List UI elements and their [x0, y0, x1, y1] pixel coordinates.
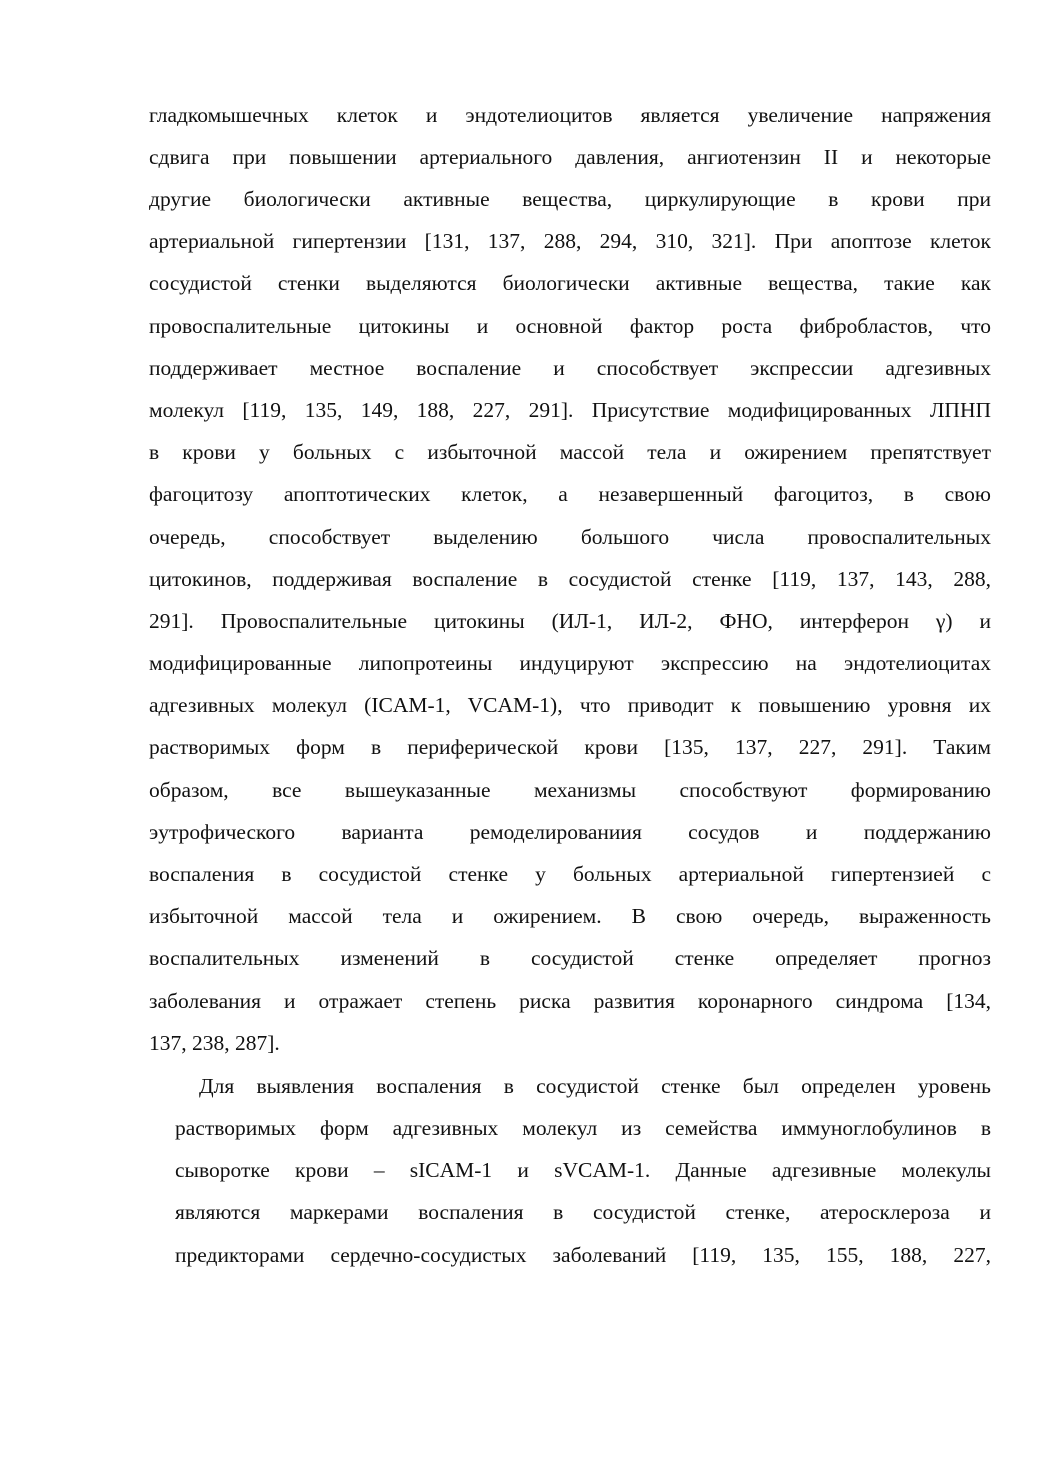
text-line: в крови у больных с избыточной массой тела и ожирением препятствует — [149, 440, 991, 464]
text-line: артериальной гипертензии [131, 137, 288, 294, 310, 321]. При апоптозе клеток — [149, 229, 991, 253]
text-line: поддерживает местное воспаление и способствует экспрессии адгезивных — [149, 356, 991, 380]
text-line: гладкомышечных клеток и эндотелиоцитов является увеличение напряжения — [149, 103, 991, 127]
text-line: цитокинов, поддерживая воспаление в сосудистой стенке [119, 137, 143, 288, — [149, 567, 991, 591]
text-line: сыворотке крови – sICAM-1 и sVCAM-1. Данные адгезивные молекулы — [175, 1158, 991, 1182]
text-line: очередь, способствует выделению большого числа провоспалительных — [149, 525, 991, 549]
text-line: другие биологически активные вещества, циркулирующие в крови при — [149, 187, 991, 211]
text-line: растворимых форм в периферической крови [135, 137, 227, 291]. Таким — [149, 735, 991, 759]
text-line: провоспалительные цитокины и основной фактор роста фибробластов, что — [149, 314, 991, 338]
text-line: избыточной массой тела и ожирением. В свою очередь, выраженность — [149, 904, 991, 928]
text-line: 291]. Провоспалительные цитокины (ИЛ-1, ИЛ-2, ФНО, интерферон γ) и — [149, 609, 991, 633]
text-line: образом, все вышеуказанные механизмы способствуют формированию — [149, 778, 991, 802]
text-line: молекул [119, 135, 149, 188, 227, 291]. Присутствие модифицированных ЛПНП — [149, 398, 991, 422]
text-line: эутрофического варианта ремоделированиия сосудов и поддержанию — [149, 820, 991, 844]
text-line: Для выявления воспаления в сосудистой стенке был определен уровень — [199, 1074, 991, 1098]
text-line: являются маркерами воспаления в сосудистой стенке, атеросклероза и — [175, 1200, 991, 1224]
text-line: заболевания и отражает степень риска развития коронарного синдрома [134, — [149, 989, 991, 1013]
text-line: сосудистой стенки выделяются биологически активные вещества, такие как — [149, 271, 991, 295]
text-line: растворимых форм адгезивных молекул из семейства иммуноглобулинов в — [175, 1116, 991, 1140]
text-line: сдвига при повышении артериального давления, ангиотензин II и некоторые — [149, 145, 991, 169]
text-line: 137, 238, 287]. — [149, 1031, 280, 1055]
text-line: воспаления в сосудистой стенке у больных артериальной гипертензией с — [149, 862, 991, 886]
text-line: адгезивных молекул (ICAM-1, VCAM-1), что приводит к повышению уровня их — [149, 693, 991, 717]
text-line: предикторами сердечно-сосудистых заболеваний [119, 135, 155, 188, 227, — [175, 1243, 991, 1267]
text-line: фагоцитозу апоптотических клеток, а незавершенный фагоцитоз, в свою — [149, 482, 991, 506]
text-line: модифицированные липопротеины индуцируют экспрессию на эндотелиоцитах — [149, 651, 991, 675]
text-line: воспалительных изменений в сосудистой стенке определяет прогноз — [149, 946, 991, 970]
